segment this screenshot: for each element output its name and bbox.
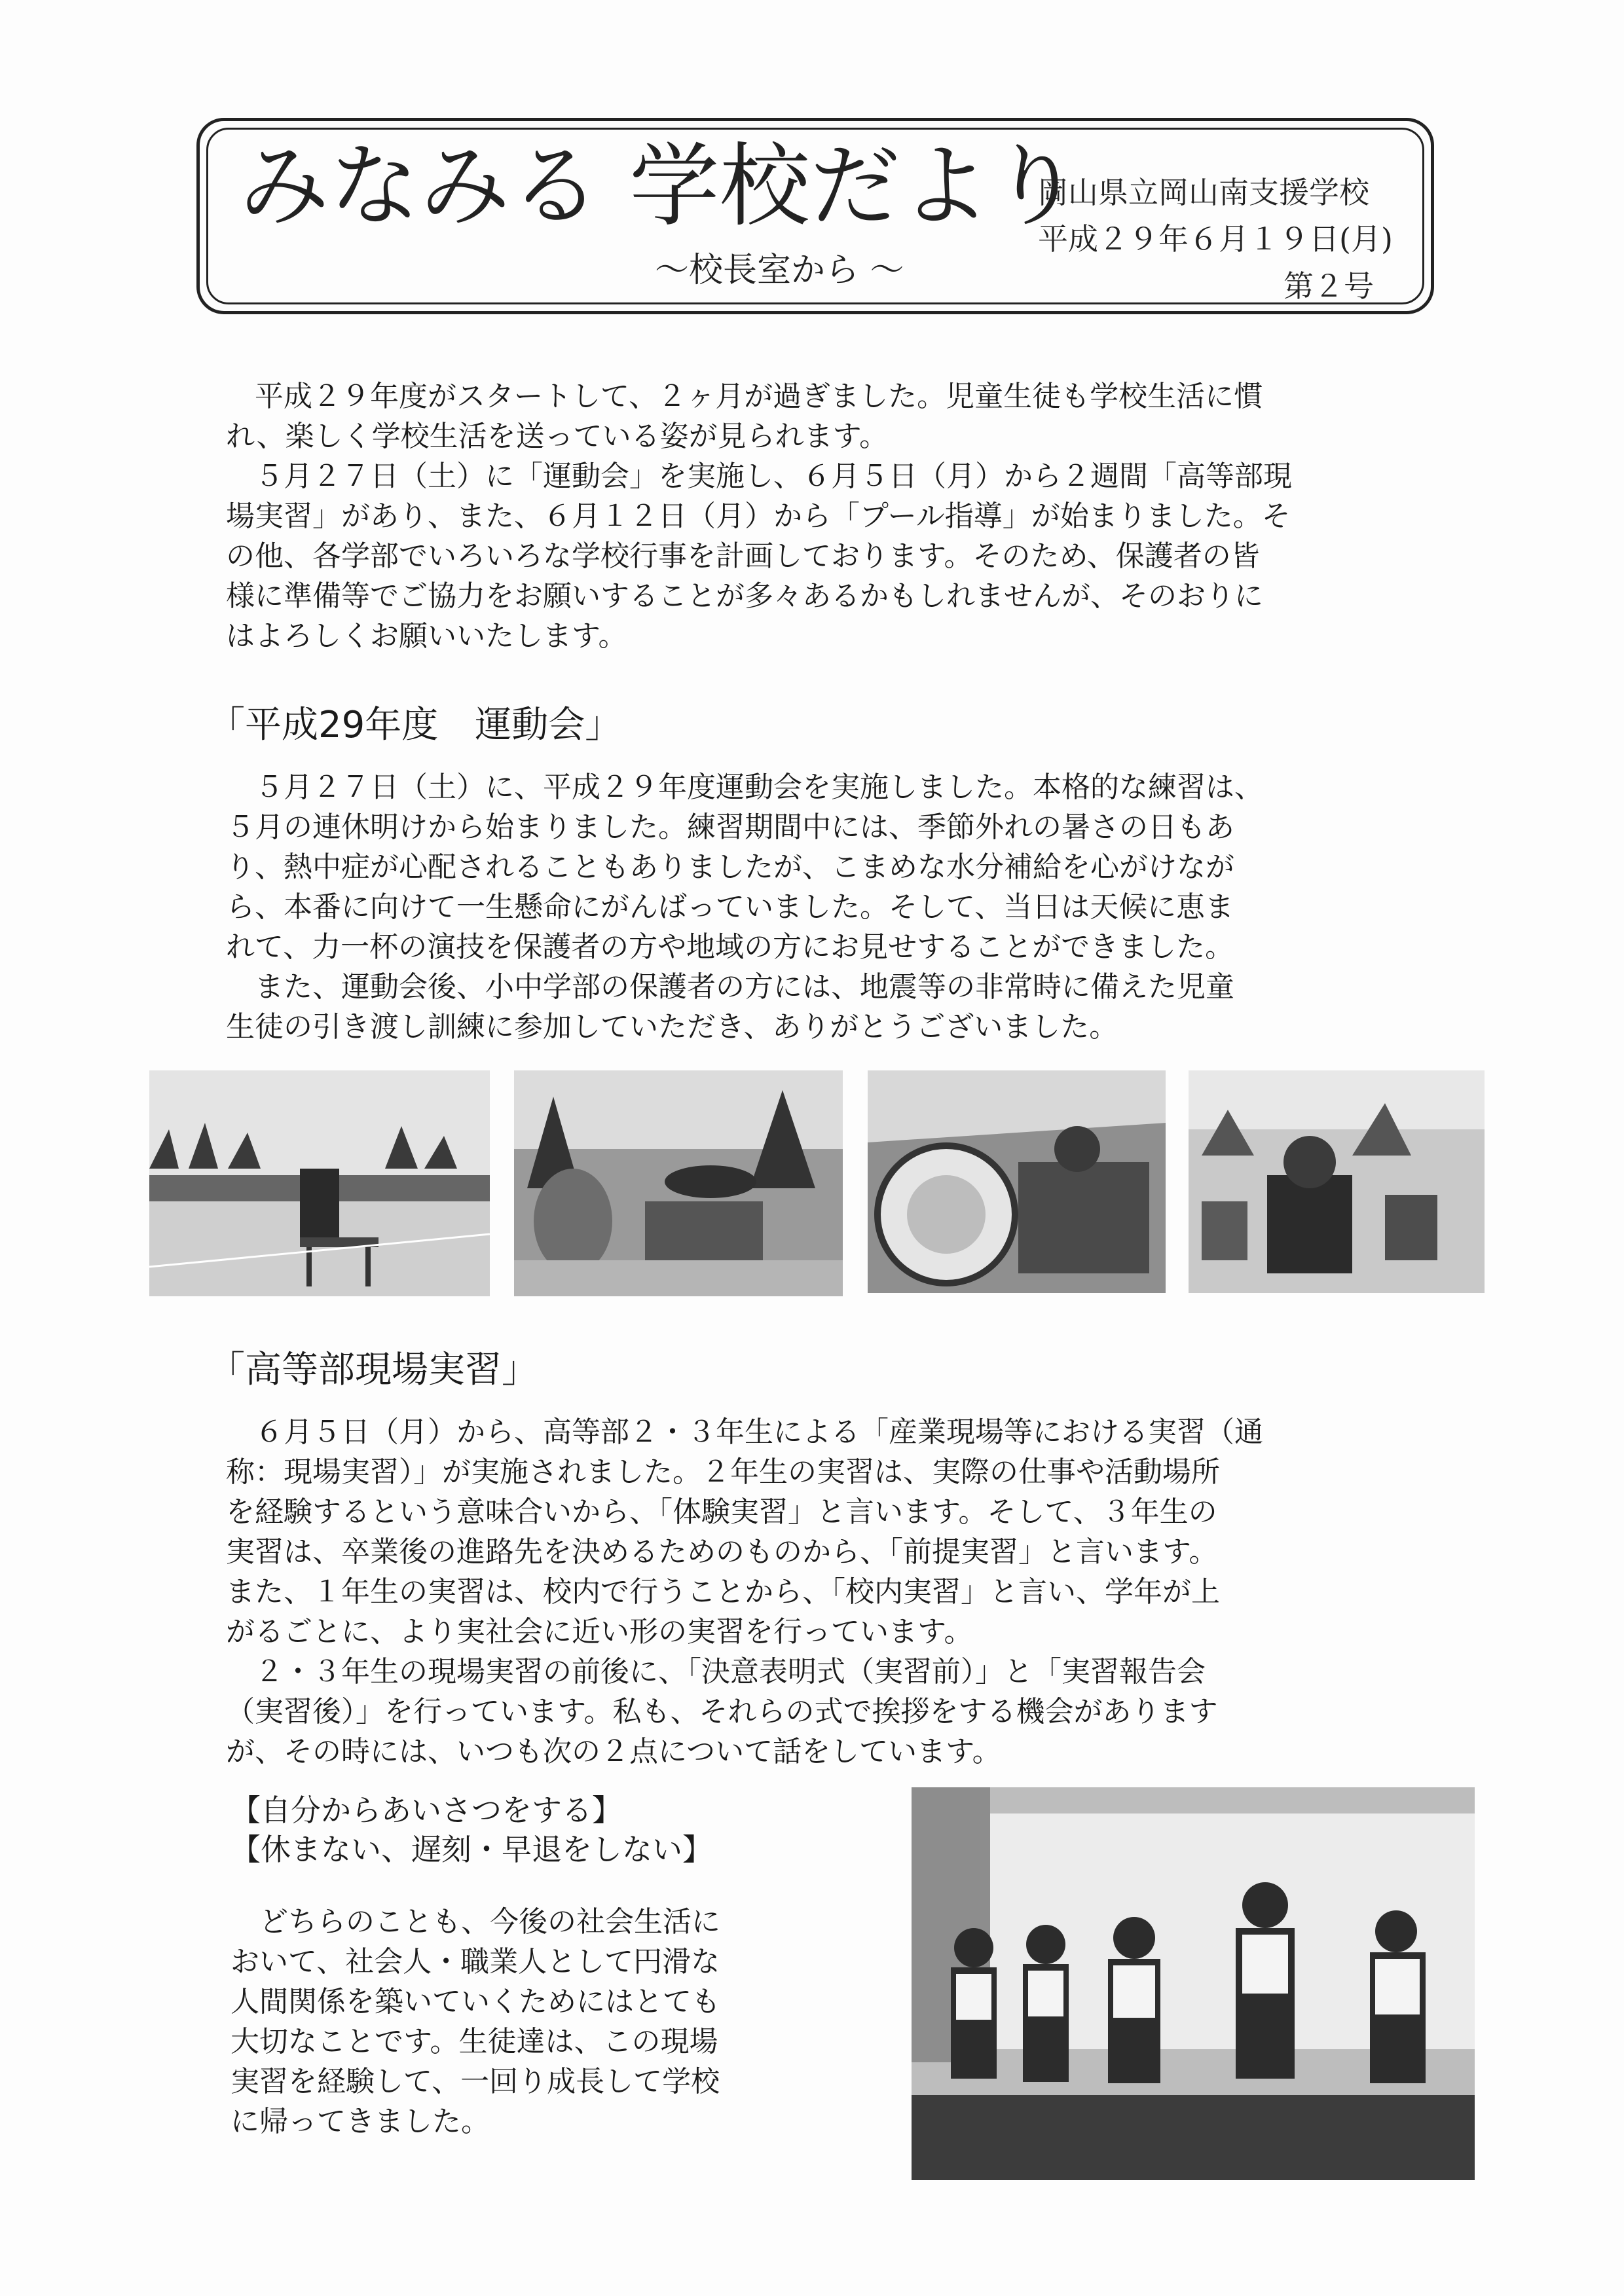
closing-line: 大切なことです。生徒達は、この現場 <box>231 2025 718 2058</box>
sports-day-line: 生徒の引き渡し訓練に参加していただき、ありがとうございました。 <box>226 1010 1118 1044</box>
photo-sports-day-parade <box>514 1070 843 1296</box>
sports-day-line: ら、本番に向けて一生懸命にがんばっていました。そして、当日は天候に恵ま <box>226 890 1234 924</box>
work-training-line: ６月５日（月）から、高等部２・３年生による「産業現場等における実習（通 <box>226 1415 1263 1449</box>
newsletter-title: みなみる 学校だより <box>239 134 1081 239</box>
sports-day-paragraph <box>226 767 1263 1047</box>
key-point: 【休まない、遅刻・早退をしない】 <box>231 1832 712 1867</box>
key-points <box>231 1791 712 1869</box>
section-heading-work-training: 「高等部現場実習」 <box>208 1349 538 1391</box>
closing-line: どちらのことも、今後の社会生活に <box>231 1905 720 1939</box>
section-heading-sports-day: 「平成29年度 運動会」 <box>208 704 622 746</box>
closing-paragraph <box>231 1902 720 2141</box>
sports-day-line: り、熱中症が心配されることもありましたが、こまめな水分補給を心がけなが <box>226 850 1234 884</box>
issue-date: 平成２９年６月１９日(月) <box>1038 221 1393 257</box>
work-training-line: 実習は、卒業後の進路先を決めるためのものから、「前提実習」と言います。 <box>226 1535 1218 1569</box>
work-training-line: 称：現場実習）」が実施されました。２年生の実習は、実際の仕事や活動場所 <box>226 1455 1220 1489</box>
intro-line: 平成２９年度がスタートして、２ヶ月が過ぎました。児童生徒も学校生活に慣 <box>226 380 1263 413</box>
intro-paragraph <box>226 376 1292 656</box>
closing-line: 実習を経験して、一回り成長して学校 <box>231 2065 720 2098</box>
sports-day-line: また、運動会後、小中学部の保護者の方には、地震等の非常時に備えた児童 <box>226 970 1234 1004</box>
work-training-line: が、その時には、いつも次の２点について話をしています。 <box>226 1735 1001 1768</box>
closing-line: 人間関係を築いていくためにはとても <box>231 1985 720 2018</box>
photo-sports-day-dance <box>1189 1070 1485 1293</box>
closing-line: おいて、社会人・職業人として円滑な <box>231 1945 720 1978</box>
sports-day-line: ５月２７日（土）に、平成２９年度運動会を実施しました。本格的な練習は、 <box>226 771 1263 804</box>
intro-line: 様に準備等でご協力をお願いすることが多々あるかもしれませんが、そのおりに <box>226 579 1263 613</box>
work-training-line: （実習後）」を行っています。私も、それらの式で挨拶をする機会があります <box>226 1695 1218 1728</box>
intro-line: はよろしくお願いいたします。 <box>226 619 627 653</box>
work-training-line: また、１年生の実習は、校内で行うことから、「校内実習」と言い、学年が上 <box>226 1575 1220 1609</box>
intro-line: の他、各学部でいろいろな学校行事を計画しております。そのため、保護者の皆 <box>226 539 1260 573</box>
sports-day-line: れて、力一杯の演技を保護者の方や地域の方にお見せすることができました。 <box>226 930 1234 964</box>
newsletter-subtitle: ～校長室から ～ <box>655 251 904 290</box>
photo-work-training-report <box>912 1787 1475 2180</box>
sports-day-line: ５月の連休明けから始まりました。練習期間中には、季節外れの暑さの日もあ <box>226 811 1234 844</box>
work-training-line: ２・３年生の現場実習の前後に、「決意表明式（実習前）」と「実習報告会 <box>226 1655 1206 1688</box>
key-point: 【自分からあいさつをする】 <box>231 1793 622 1828</box>
photo-sports-day-track <box>149 1070 490 1296</box>
work-training-line: がるごとに、より実社会に近い形の実習を行っています。 <box>226 1615 973 1649</box>
intro-line: 場実習」があり、また、６月１２日（月）から「プール指導」が始まりました。そ <box>226 500 1291 533</box>
issue-number: 第２号 <box>1283 268 1374 304</box>
photo-sports-day-mascot <box>868 1070 1166 1293</box>
intro-line: れ、楽しく学校生活を送っている姿が見られます。 <box>226 420 889 453</box>
intro-line: ５月２７日（土）に「運動会」を実施し、６月５日（月）から２週間「高等部現 <box>226 460 1292 493</box>
closing-line: に帰ってきました。 <box>231 2105 490 2138</box>
work-training-paragraph <box>226 1412 1263 1772</box>
work-training-line: を経験するという意味合いから、「体験実習」と言います。そして、３年生の <box>226 1495 1217 1529</box>
school-name: 岡山県立岡山南支援学校 <box>1038 175 1369 210</box>
